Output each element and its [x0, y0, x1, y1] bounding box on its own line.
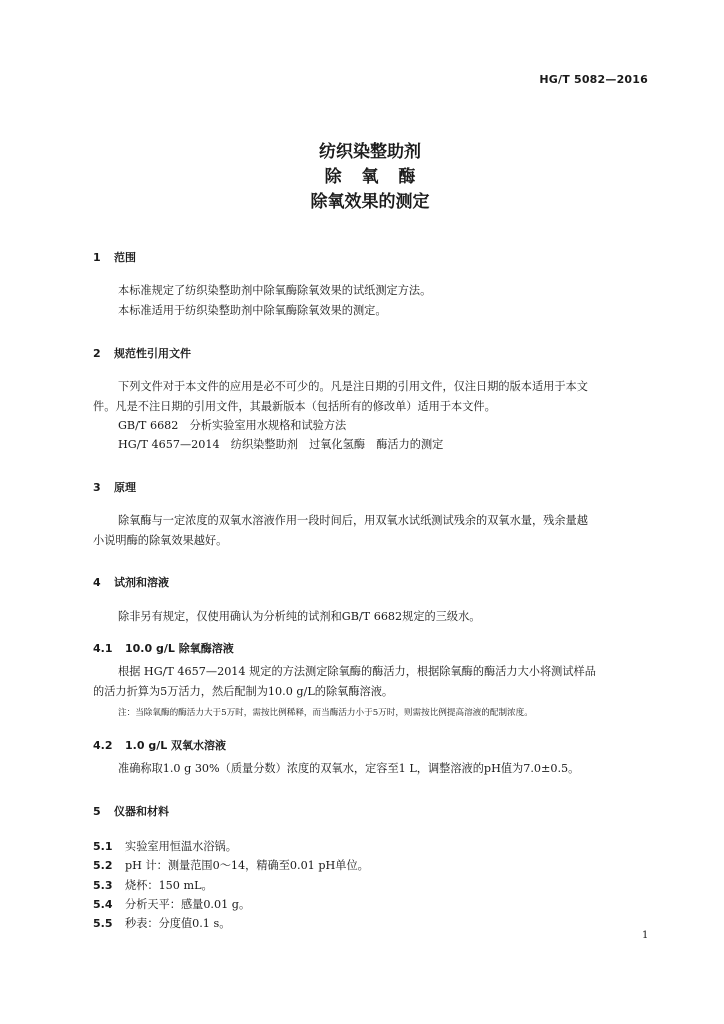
list-item — [93, 838, 237, 854]
section-5-heading — [93, 803, 169, 819]
section-title: 10.0 g/L 除氧酶溶液 — [125, 642, 234, 655]
section-number: 4 — [93, 576, 101, 589]
item-number: 5.1 — [93, 840, 113, 853]
item-text: 分析天平：感量0.01 g。 — [125, 898, 251, 911]
section-3-heading — [93, 479, 136, 495]
item-text: 烧杯：150 mL。 — [125, 879, 213, 892]
section-number: 2 — [93, 347, 101, 360]
section-4-1-heading — [93, 640, 234, 656]
section-4-2-heading — [93, 737, 226, 753]
title-line-2: 除 氧 酶 — [324, 167, 416, 187]
enzyme-solution-line-1: 根据 HG/T 4657—2014 规定的方法测定除氧酶的酶活力，根据除氧酶的酶活力大小将测试样品 — [118, 665, 596, 678]
scope-paragraph-1: 本标准规定了纺织染整助剂中除氧酶除氧效果的试纸测定方法。 — [118, 284, 432, 297]
standard-code: HG/T 5082—2016 — [539, 73, 648, 86]
scope-paragraph-2: 本标准适用于纺织染整助剂中除氧酶除氧效果的测定。 — [118, 304, 387, 317]
enzyme-solution-line-2: 的活力折算为5万活力，然后配制为10.0 g/L的除氧酶溶液。 — [93, 685, 394, 698]
item-text: 秒表：分度值0.1 s。 — [125, 917, 231, 930]
item-number: 5.4 — [93, 898, 113, 911]
principle-line-2: 小说明酶的除氧效果越好。 — [93, 534, 228, 547]
section-title: 仪器和材料 — [114, 805, 169, 818]
page-number: 1 — [642, 930, 649, 941]
title-line-3: 除氧效果的测定 — [310, 192, 430, 212]
section-title: 规范性引用文件 — [114, 347, 191, 360]
item-text: pH 计：测量范围0～14，精确至0.01 pH单位。 — [125, 859, 369, 872]
list-item — [93, 915, 230, 931]
section-number: 3 — [93, 481, 101, 494]
section-number: 5 — [93, 805, 101, 818]
list-item — [93, 857, 369, 873]
item-number: 5.5 — [93, 917, 113, 930]
section-4-heading — [93, 574, 169, 590]
normative-paragraph-line-2: 件。凡是不注日期的引用文件，其最新版本（包括所有的修改单）适用于本文件。 — [93, 400, 496, 413]
principle-line-1: 除氧酶与一定浓度的双氧水溶液作用一段时间后，用双氧水试纸测试残余的双氧水量，残余量越 — [118, 514, 588, 527]
title-line-1: 纺织染整助剂 — [319, 142, 421, 162]
item-number: 5.3 — [93, 879, 113, 892]
reference-gbt-6682: GB/T 6682 分析实验室用水规格和试验方法 — [118, 419, 347, 432]
normative-paragraph-line-1: 下列文件对于本文件的应用是必不可少的。凡是注日期的引用文件，仅注日期的版本适用于本文 — [118, 380, 588, 393]
reference-hgt-4657: HG/T 4657—2014 纺织染整助剂 过氧化氢酶 酶活力的测定 — [118, 438, 444, 451]
section-1-heading — [93, 249, 136, 265]
section-number: 4.2 — [93, 739, 113, 752]
section-number: 1 — [93, 251, 101, 264]
enzyme-solution-note: 注：当除氧酶的酶活力大于5万时，需按比例稀释，而当酶活力小于5万时，则需按比例提高溶液的配制浓度。 — [118, 708, 533, 718]
section-title: 1.0 g/L 双氧水溶液 — [125, 739, 227, 752]
reagents-paragraph: 除非另有规定，仅使用确认为分析纯的试剂和GB/T 6682规定的三级水。 — [118, 610, 481, 623]
item-number: 5.2 — [93, 859, 113, 872]
item-text: 实验室用恒温水浴锅。 — [125, 840, 237, 853]
peroxide-solution-line-1: 准确称取1.0 g 30%（质量分数）浓度的双氧水，定容至1 L，调整溶液的pH值为7.0±0.5。 — [118, 762, 580, 775]
section-title: 试剂和溶液 — [114, 576, 169, 589]
section-number: 4.1 — [93, 642, 113, 655]
section-title: 范围 — [114, 251, 136, 264]
section-2-heading — [93, 345, 191, 361]
list-item — [93, 877, 213, 893]
section-title: 原理 — [114, 481, 136, 494]
list-item — [93, 896, 250, 912]
